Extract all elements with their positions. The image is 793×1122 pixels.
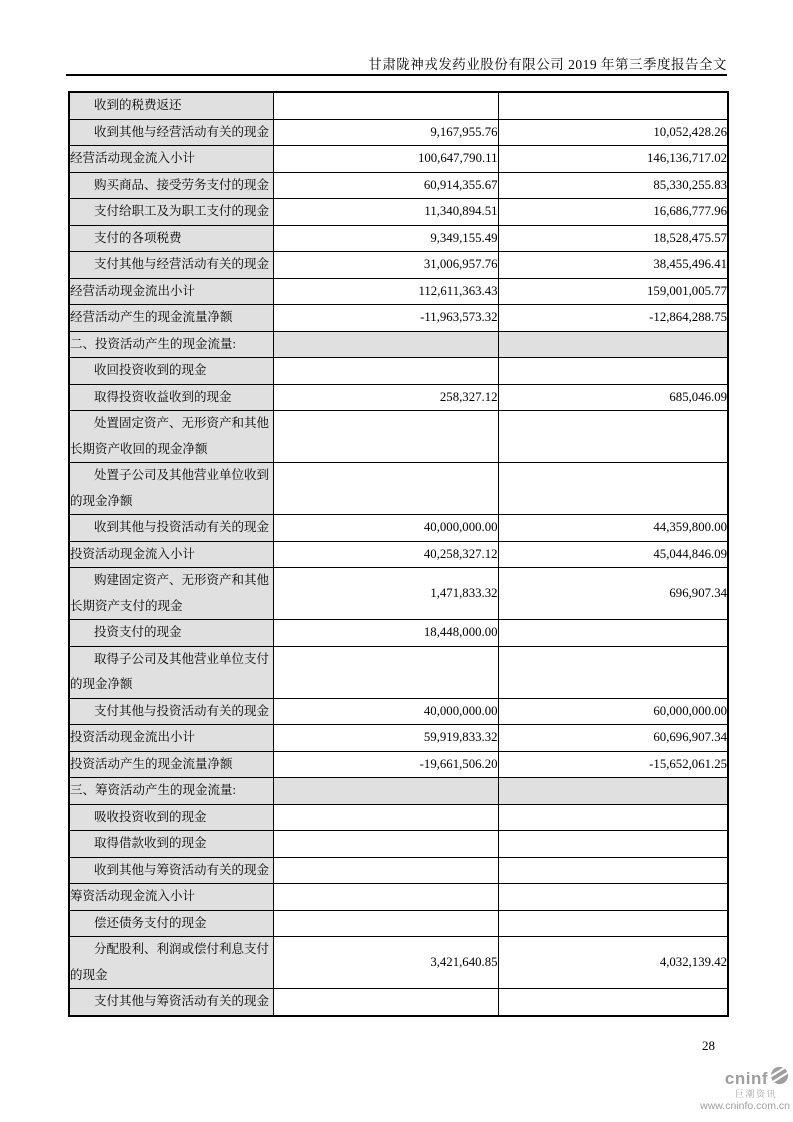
row-label-cell [69,119,273,146]
row-label-cell [69,411,273,463]
value-cell-prior-period [498,92,728,119]
row-label-cell [69,541,273,568]
row-label: 支付其他与经营活动有关的现金 [94,257,270,271]
value-cell-current-period [273,831,498,858]
value-cell-current-period: 40,000,000.00 [273,515,498,542]
value-cell-current-period: 31,006,957.76 [273,252,498,279]
row-label: 处置固定资产、无形资产和其他长期资产收回的现金净额 [70,416,270,456]
row-label-cell [69,92,273,119]
value-cell-current-period [273,804,498,831]
row-label: 投资活动产生的现金流量净额 [70,756,233,771]
value-cell-current-period [273,331,498,358]
row-label-cell [69,568,273,620]
value-cell-current-period: 18,448,000.00 [273,620,498,647]
value-cell-current-period: -11,963,573.32 [273,305,498,332]
row-label: 收到的税费返还 [94,98,182,112]
row-label: 经营活动现金流出小计 [70,283,196,298]
row-label-cell [69,620,273,647]
row-label-cell [69,937,273,989]
row-label: 取得借款收到的现金 [94,836,207,850]
table-row [69,384,728,411]
row-label: 支付的各项税费 [94,230,182,245]
row-label-cell [69,225,273,252]
cninfo-url: www.cninfo.com.cn [700,1100,790,1113]
value-cell-prior-period: 60,000,000.00 [498,698,728,725]
row-label-cell [69,199,273,226]
cninfo-swoosh-icon [769,1066,790,1090]
value-cell-prior-period [498,646,728,698]
row-label: 购买商品、接受劳务支付的现金 [94,177,270,192]
row-label: 投资活动现金流出小计 [70,730,196,744]
table-row [69,515,728,542]
table-row [69,541,728,568]
row-label-cell [69,463,273,515]
table-row [69,172,728,199]
row-label-cell [69,831,273,858]
table-row [69,804,728,831]
value-cell-current-period: 3,421,640.85 [273,937,498,989]
row-label: 投资活动现金流入小计 [70,546,196,561]
row-label: 处置子公司及其他营业单位收到的现金净额 [70,468,270,508]
table-row [69,146,728,173]
table-row [69,751,728,778]
row-label: 经营活动产生的现金流量净额 [70,310,233,324]
value-cell-current-period: 9,349,155.49 [273,225,498,252]
row-label: 经营活动现金流入小计 [70,151,196,165]
value-cell-current-period: 40,000,000.00 [273,698,498,725]
value-cell-current-period [273,358,498,385]
table-row [69,725,728,752]
value-cell-current-period: 59,919,833.32 [273,725,498,752]
row-label: 分配股利、利润或偿付利息支付的现金 [70,942,270,982]
cninfo-brand-text: cninf [724,1069,768,1089]
row-label: 三、筹资活动产生的现金流量: [70,783,236,797]
table-row [69,568,728,620]
row-label: 收到其他与投资活动有关的现金 [94,520,270,534]
value-cell-prior-period: -12,864,288.75 [498,305,728,332]
value-cell-prior-period [498,358,728,385]
row-label-cell [69,384,273,411]
row-label-cell [69,751,273,778]
row-label-cell [69,646,273,698]
row-label-cell [69,358,273,385]
row-label: 取得投资收益收到的现金 [94,389,232,404]
row-label-cell [69,884,273,911]
value-cell-current-period: 100,647,790.11 [273,146,498,173]
value-cell-prior-period: 159,001,005.77 [498,278,728,305]
row-label-cell [69,857,273,884]
row-label: 支付给职工及为职工支付的现金 [94,204,270,218]
value-cell-prior-period: 38,455,496.41 [498,252,728,279]
row-label-cell [69,989,273,1016]
value-cell-prior-period: -15,652,061.25 [498,751,728,778]
cninfo-chinese-name: 巨潮资讯 [734,1088,777,1099]
table-row [69,884,728,911]
row-label: 收到其他与经营活动有关的现金 [94,124,270,139]
table-row [69,92,728,119]
value-cell-current-period: 11,340,894.51 [273,199,498,226]
value-cell-prior-period: 45,044,846.09 [498,541,728,568]
value-cell-current-period: 60,914,355.67 [273,172,498,199]
page-number: 28 [702,1038,715,1053]
table-row [69,937,728,989]
row-label-cell [69,146,273,173]
value-cell-current-period [273,411,498,463]
row-label-cell [69,172,273,199]
value-cell-prior-period [498,804,728,831]
value-cell-prior-period: 85,330,255.83 [498,172,728,199]
row-label: 收到其他与筹资活动有关的现金 [94,862,270,877]
value-cell-prior-period: 146,136,717.02 [498,146,728,173]
row-label-cell [69,804,273,831]
table-row [69,778,728,805]
value-cell-prior-period: 16,686,777.96 [498,199,728,226]
value-cell-prior-period: 18,528,475.57 [498,225,728,252]
row-label: 吸收投资收到的现金 [94,809,207,824]
table-row [69,331,728,358]
row-label: 收回投资收到的现金 [94,363,207,377]
table-row [69,698,728,725]
table-row [69,411,728,463]
value-cell-prior-period: 696,907.34 [498,568,728,620]
table-row [69,358,728,385]
value-cell-current-period [273,778,498,805]
value-cell-current-period [273,92,498,119]
table-row [69,305,728,332]
table-row [69,831,728,858]
value-cell-current-period: 258,327.12 [273,384,498,411]
value-cell-current-period [273,463,498,515]
value-cell-prior-period [498,411,728,463]
value-cell-prior-period [498,884,728,911]
value-cell-prior-period [498,620,728,647]
value-cell-current-period [273,857,498,884]
value-cell-current-period: 40,258,327.12 [273,541,498,568]
value-cell-prior-period [498,989,728,1016]
table-row [69,910,728,937]
value-cell-prior-period: 44,359,800.00 [498,515,728,542]
row-label: 支付其他与投资活动有关的现金 [94,703,270,718]
row-label-cell [69,515,273,542]
table-row [69,278,728,305]
value-cell-current-period: 112,611,363.43 [273,278,498,305]
row-label-cell [69,331,273,358]
value-cell-prior-period [498,910,728,937]
value-cell-current-period [273,910,498,937]
cash-flow-table-body [69,92,728,1016]
row-label-cell [69,910,273,937]
row-label: 二、投资活动产生的现金流量: [70,336,236,351]
cash-flow-table [68,91,729,1017]
table-row [69,646,728,698]
cninfo-logo [660,1070,790,1113]
table-row [69,463,728,515]
value-cell-prior-period: 10,052,428.26 [498,119,728,146]
cninfo-logo-row [660,1070,790,1090]
value-cell-current-period [273,989,498,1016]
value-cell-prior-period: 685,046.09 [498,384,728,411]
value-cell-prior-period [498,463,728,515]
table-row [69,199,728,226]
table-row [69,119,728,146]
row-label-cell [69,278,273,305]
row-label-cell [69,252,273,279]
value-cell-current-period: -19,661,506.20 [273,751,498,778]
value-cell-current-period [273,884,498,911]
header-divider [66,74,727,76]
table-row [69,857,728,884]
value-cell-current-period: 1,471,833.32 [273,568,498,620]
value-cell-prior-period: 60,696,907.34 [498,725,728,752]
table-row [69,620,728,647]
row-label-cell [69,305,273,332]
row-label: 筹资活动现金流入小计 [70,889,196,903]
row-label: 支付其他与筹资活动有关的现金 [94,994,270,1008]
row-label: 购建固定资产、无形资产和其他长期资产支付的现金 [70,573,270,613]
row-label: 偿还债务支付的现金 [94,915,207,930]
table-row [69,225,728,252]
table-row [69,989,728,1016]
row-label-cell [69,778,273,805]
value-cell-prior-period [498,778,728,805]
row-label: 取得子公司及其他营业单位支付的现金净额 [70,651,270,691]
value-cell-prior-period: 4,032,139.42 [498,937,728,989]
value-cell-prior-period [498,857,728,884]
table-row [69,252,728,279]
row-label-cell [69,725,273,752]
row-label: 投资支付的现金 [94,625,182,639]
value-cell-prior-period [498,831,728,858]
row-label-cell [69,698,273,725]
value-cell-current-period [273,646,498,698]
report-header-title: 甘肃陇神戎发药业股份有限公司 2019 年第三季度报告全文 [368,57,727,72]
value-cell-prior-period [498,331,728,358]
value-cell-current-period: 9,167,955.76 [273,119,498,146]
